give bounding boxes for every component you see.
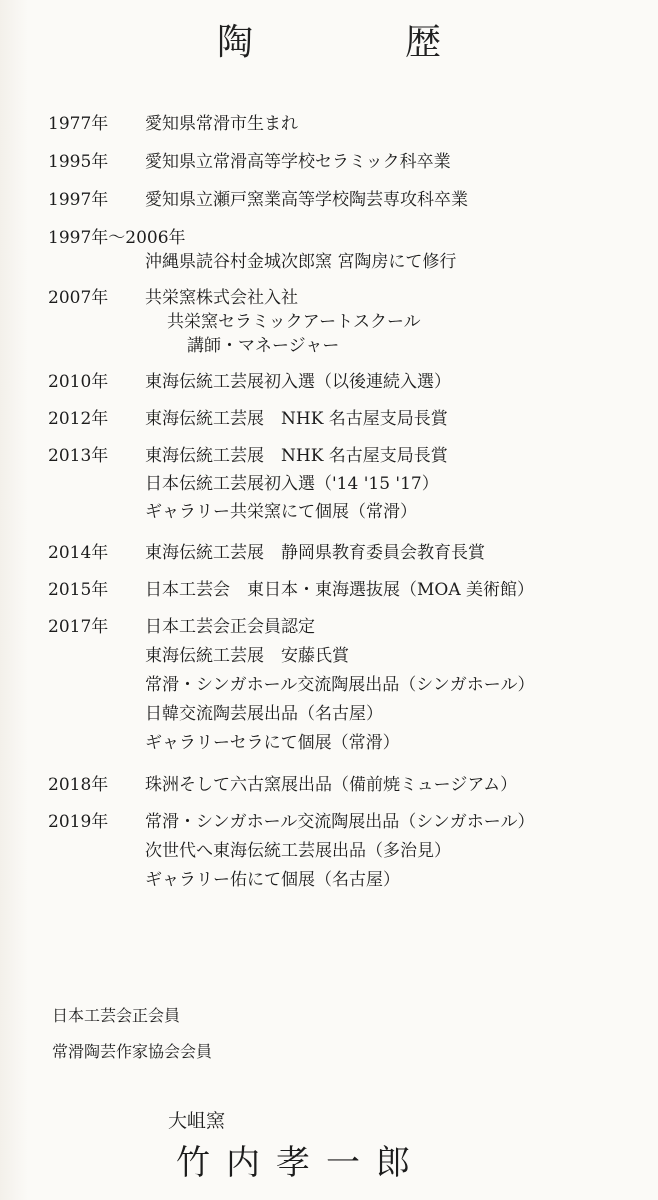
entry-text: 愛知県常滑市生まれ xyxy=(145,114,298,134)
entry-year: 2013年 xyxy=(48,446,109,466)
entry-text: 常滑・シンガホール交流陶展出品（シンガホール） xyxy=(145,675,535,695)
kiln-name: 大岨窯 xyxy=(168,1110,226,1132)
entry-year: 2017年 xyxy=(48,617,109,637)
entry-year: 2014年 xyxy=(48,543,109,563)
timeline-entry xyxy=(48,150,648,174)
entry-text: 日本工芸会正会員認定 xyxy=(145,617,315,637)
entry-year: 1997年 xyxy=(48,190,109,210)
artist-name: 竹内孝一郎 xyxy=(176,1143,426,1183)
entry-text: 東海伝統工芸展 静岡県教育委員会教育長賞 xyxy=(145,543,485,563)
entry-year: 2019年 xyxy=(48,812,109,832)
entry-year: 2015年 xyxy=(48,580,109,600)
entry-text: 日韓交流陶芸展出品（名古屋） xyxy=(145,704,383,724)
entry-text: 共栄窯株式会社入社 xyxy=(145,288,298,308)
entry-text: 珠洲そして六古窯展出品（備前焼ミュージアム） xyxy=(145,775,518,795)
membership-item: 常滑陶芸作家協会会員 xyxy=(52,1042,213,1061)
entry-text: 東海伝統工芸展 NHK 名古屋支局長賞 xyxy=(145,446,448,466)
entry-year: 1977年 xyxy=(48,114,109,134)
entry-text: 日本伝統工芸展初入選（'14 '15 '17） xyxy=(145,474,439,494)
timeline-entry xyxy=(48,810,648,897)
entry-year: 1997年～2006年 xyxy=(48,228,186,248)
timeline-entry xyxy=(48,773,648,797)
entry-year: 2018年 xyxy=(48,775,109,795)
timeline-entry xyxy=(48,226,648,274)
timeline-entry xyxy=(48,444,648,528)
timeline-entry xyxy=(48,407,648,431)
timeline-entry xyxy=(48,286,648,358)
membership-list xyxy=(52,998,212,1070)
timeline-entry xyxy=(48,541,648,565)
entry-text: 沖縄県読谷村金城次郎窯 宮陶房にて修行 xyxy=(145,252,457,272)
entry-text: 愛知県立常滑高等学校セラミック科卒業 xyxy=(145,152,451,172)
entry-year: 2007年 xyxy=(48,288,109,308)
membership-item: 日本工芸会正会員 xyxy=(52,1006,181,1025)
timeline-entry xyxy=(48,370,648,394)
entry-year: 2010年 xyxy=(48,372,109,392)
entry-year: 1995年 xyxy=(48,152,109,172)
timeline-entry xyxy=(48,615,648,760)
entry-text: 東海伝統工芸展初入選（以後連続入選） xyxy=(145,372,451,392)
entry-text: 講師・マネージャー xyxy=(187,336,340,356)
entry-text: 次世代へ東海伝統工芸展出品（多治見） xyxy=(145,841,451,861)
page-title: 陶 歴 xyxy=(216,22,499,63)
timeline-entry xyxy=(48,578,648,602)
entry-text: 東海伝統工芸展 NHK 名古屋支局長賞 xyxy=(145,409,448,429)
entry-text: 日本工芸会 東日本・東海選抜展（MOA 美術館） xyxy=(145,580,535,600)
timeline-entry xyxy=(48,188,648,212)
entry-text: 東海伝統工芸展 安藤氏賞 xyxy=(145,646,349,666)
entry-text: ギャラリー共栄窯にて個展（常滑） xyxy=(145,502,417,522)
entry-text: 愛知県立瀬戸窯業高等学校陶芸専攻科卒業 xyxy=(145,190,468,210)
entry-text: 共栄窯セラミックアートスクール xyxy=(167,312,421,332)
entry-text: 常滑・シンガホール交流陶展出品（シンガホール） xyxy=(145,812,535,832)
entry-text: ギャラリーセラにて個展（常滑） xyxy=(145,733,400,753)
timeline-entry xyxy=(48,112,648,136)
entry-text: ギャラリー佑にて個展（名古屋） xyxy=(145,870,400,890)
career-timeline xyxy=(48,112,648,897)
entry-year: 2012年 xyxy=(48,409,109,429)
